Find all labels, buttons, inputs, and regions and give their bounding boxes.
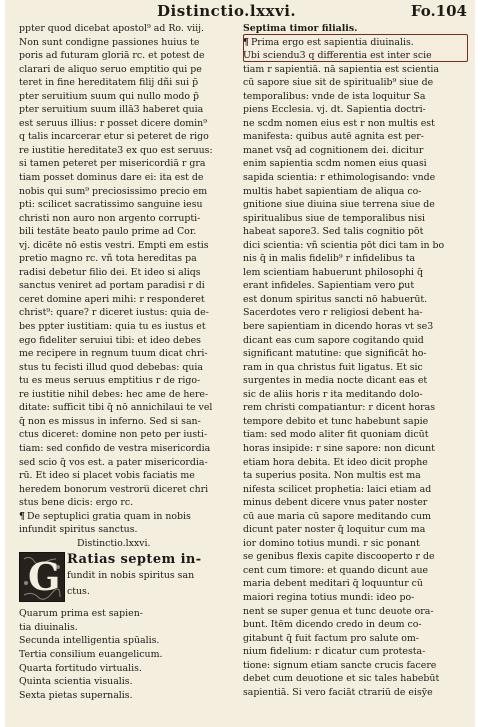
- text-line: cū sapore siue sit de spiritualib⁹ siue de: [243, 77, 434, 89]
- text-line: est donum spiritus sancti nō habuerūt.: [243, 293, 428, 305]
- text-line: enim sapientia scdm nomen eius quasi: [243, 158, 427, 170]
- text-line: significant matutine: que significāt ho-: [243, 348, 427, 360]
- text-line: vj. dicēte nō estis vestri. Empti em estis: [19, 239, 209, 251]
- text-line: nifesta scilicet prophetia: laici etiam ad: [243, 483, 432, 495]
- right-heading: Septima timor filialis.: [243, 23, 358, 34]
- text-line: sanctus veniret ad portam paradisi r di: [19, 280, 205, 292]
- text-line: lem scientiam habuerunt philosophi q̄: [243, 266, 423, 278]
- text-line: ditate: sufficit tibi q̄ nō annichilaui te vel: [19, 402, 213, 414]
- pilcrow-icon: ¶: [243, 36, 249, 48]
- page-header: [5, 2, 475, 22]
- text-line: tiam r sapientiā. nā sapientia est scientia: [243, 63, 440, 75]
- text-line: surgentes in media nocte dicant eas et: [243, 375, 428, 387]
- text-line: manifesta: quibus autē agnita est per-: [243, 131, 424, 143]
- text-line: temporalibus: vnde de ista loquitur Sa: [243, 90, 426, 102]
- text-line: Tertia consilium euangelicum.: [19, 648, 163, 660]
- text-line: ego fideliter seruiui tibi: et ideo debes: [19, 334, 201, 346]
- text-line: pti: scilicet sacratissimo sanguine iesu: [19, 199, 203, 211]
- section-heading: Distinctio.lxxvi.: [77, 537, 151, 549]
- text-line: re iustitie nihil debes: hec ame de here-: [19, 388, 209, 400]
- text-line: ram in qua christus fuit ligatus. Et sic: [243, 361, 423, 373]
- text-line: nis q̄ in malis fidelib⁹ r infidelibus ta: [243, 253, 416, 265]
- text-line: Ubi sciendu3 q differentia est inter scie: [243, 50, 432, 62]
- text-line: debet cum deuotione et sic tales habebūt: [243, 673, 440, 685]
- text-line: ¶ Prima ergo est sapientia diuinalis.: [243, 36, 414, 48]
- decorated-initial-icon: [19, 552, 65, 602]
- text-line: habeat sapore3. Sed talis cognitio pōt: [243, 226, 424, 238]
- text-line: bes ppter iustitiam: quia tu es iustus et: [19, 321, 206, 333]
- text-line: sed scio q̄ vos est. a pater misericordia-: [19, 456, 208, 468]
- text-line: Quinta scientia visualis.: [19, 676, 133, 688]
- text-line: gitabunt q̄ fuit factum pro salute om-: [243, 632, 419, 644]
- text-line: etiam hora debita. Et ideo dicit prophe: [243, 456, 428, 468]
- text-line: poris ad futuram gloriā rc. et potest de: [19, 50, 205, 62]
- text-line: ceret domine aperi mihi: r responderet: [19, 293, 205, 305]
- text-line: sapida scientia: r ethimologisando: vnde: [243, 172, 436, 184]
- left-text-block-b: [19, 607, 229, 702]
- text-line: manet vsq̄ ad cognitionem dei. dicitur: [243, 144, 424, 156]
- text-line: ppter quod dicebat apostol⁹ ad Ro. viij.: [19, 23, 205, 34]
- text-line: Quarum prima est sapien-: [19, 608, 143, 620]
- text-line: Sexta pietas supernalis.: [19, 689, 133, 701]
- text-line: dicant eas cum sapore cogitando quid: [243, 334, 424, 346]
- text-line: stus bene dicis: ergo rc.: [19, 497, 134, 509]
- right-column: [243, 22, 453, 699]
- text-line: Quarta fortitudo virtualis.: [19, 662, 142, 674]
- initial-line: Ratias septem in-: [67, 552, 202, 568]
- text-line: teret in fine hereditatem filij dñi sui p̄: [19, 77, 199, 89]
- text-line: pter seruitium suum qui nullo modo p̄: [19, 90, 199, 102]
- text-line: christ⁹: quare? r diceret iustus: quia de-: [19, 307, 209, 319]
- left-text-block-a: [19, 22, 229, 510]
- text-line: nium fidelium: r dicatur cum protesta-: [243, 646, 426, 658]
- text-line: re iustitie hereditate3 ex quo est seruus:: [19, 144, 213, 156]
- text-line: Secunda intelligentia spūalis.: [19, 635, 160, 647]
- rubric-line: De septuplici gratia quam in nobis: [27, 510, 191, 522]
- initial-text-lines: [67, 552, 202, 600]
- text-line: maria debent meditari q̄ loquuntur cū: [243, 578, 423, 590]
- text-line: radisi debetur filio dei. Et ideo si aliqs: [19, 266, 201, 278]
- text-line: piens Ecclesia. vj. dt. Sapientia doctri-: [243, 104, 426, 116]
- text-line: si tamen peteret per misericordiā r gra: [19, 158, 206, 170]
- text-line: stus tu fecisti illud quod debebas: quia: [19, 361, 203, 373]
- text-line: sapientiā. Si vero faciāt ctrariū de eisȳe: [243, 686, 433, 698]
- text-line: rem christi compatiantur: r dicent horas: [243, 402, 436, 414]
- paragraph-line: [19, 523, 229, 537]
- rubric-line: infundit spiritus sanctus.: [19, 524, 138, 536]
- text-line: sic de aliis horis r ita meditando dolo-: [243, 388, 423, 400]
- book-page: [5, 0, 475, 727]
- text-line: bunt. Itēm dicendo credo in deum co-: [243, 619, 422, 631]
- text-line: ior domino totius mundi. r sic ponant: [243, 537, 420, 549]
- left-column: [19, 22, 229, 702]
- text-line: tempore debito et tunc habebunt sapie: [243, 415, 429, 427]
- text-line: q talis incarcerar etur si peteret de rigo: [19, 131, 209, 143]
- text-line: tu es meus seruus emptitius r de rigo-: [19, 375, 201, 387]
- text-line: clarari de aliquo seruo emptitio qui pe: [19, 63, 202, 75]
- text-line: dici scientia: vñ scientia pōt dici tam in bo: [243, 239, 445, 251]
- text-line: erant infideles. Sapientiam vero ꝑut: [243, 280, 415, 292]
- text-line: tiam: sed confido de vestra misericordia: [19, 442, 211, 454]
- decorated-initial-block: [19, 552, 229, 606]
- text-line: spiritualibus siue de temporalibus nisi: [243, 212, 426, 224]
- initial-line: ctus.: [67, 586, 90, 598]
- right-text-block: [243, 36, 453, 700]
- text-line: tia diuinalis.: [19, 621, 78, 633]
- text-line: cent cum timore: et quando dicunt aue: [243, 564, 429, 576]
- text-line: cū aue maria cū sapore meditando cum: [243, 510, 431, 522]
- text-line: horas insipide: r sine sapore: non dicunt: [243, 442, 435, 454]
- text-line: me recipere in regnum tuum dicat chri-: [19, 348, 208, 360]
- pilcrow-icon: ¶: [19, 510, 25, 522]
- text-line: bili testāte beato paulo prime ad Cor.: [19, 226, 197, 238]
- text-line: pter seruitium suum illā3 haberet quia: [19, 104, 204, 116]
- text-line: ctus diceret: domine non peto per iusti-: [19, 429, 208, 441]
- text-line: q̄ non es missus in inferno. Sed si san-: [19, 415, 201, 427]
- text-line: se genibus flexis capite discooperto r de: [243, 551, 435, 563]
- text-line: Sacerdotes vero r religiosi debent ha-: [243, 307, 423, 319]
- text-line: minus debent dicere vnus pater noster: [243, 497, 428, 509]
- text-line: nent se super genua et tunc deuote ora-: [243, 605, 434, 617]
- text-line: tione: signum etiam sancte crucis facere: [243, 659, 437, 671]
- text-line: nobis qui sum⁹ preciosissimo precio em: [19, 185, 208, 197]
- initial-letter: G: [28, 554, 61, 600]
- text-line: rū. Et ideo si placet vobis faciatis me: [19, 470, 195, 482]
- text-line: tiam: sed modo aliter fit quoniam dicūt: [243, 429, 429, 441]
- text-line: christi non auro non argento corrupti-: [19, 212, 201, 224]
- text-line: maiori regina totius mundi: ideo po-: [243, 591, 415, 603]
- running-title: Distinctio.lxxvi.: [157, 2, 297, 20]
- text-line: bere sapientiam in dicendo horas vt se3: [243, 321, 434, 333]
- text-line: multis habet sapientiam de aliqua co-: [243, 185, 422, 197]
- text-line: Non sunt condigne passiones huius te: [19, 36, 200, 48]
- initial-line: fundit in nobis spiritus san: [67, 570, 195, 582]
- text-line: est seruus illius: r posset dicere domin⁹: [19, 117, 207, 129]
- text-line: gnitione siue diuina siue terrena siue de: [243, 199, 435, 211]
- text-line: pretio magno rc. vñ tota hereditas pa: [19, 253, 197, 265]
- text-line: dicunt pater noster q̄ loquitur cum ma: [243, 524, 426, 536]
- text-line: heredem bonorum vestroru̅ diceret chri: [19, 483, 209, 495]
- paragraph-line: [19, 510, 229, 524]
- text-line: ta superius posita. Non multis est ma: [243, 470, 421, 482]
- folio-number: Fo.104: [410, 2, 467, 20]
- text-line: tiam posset dominus dare ei: ita est de: [19, 172, 204, 184]
- text-line: ne scdm nomen eius est r non multis est: [243, 117, 435, 129]
